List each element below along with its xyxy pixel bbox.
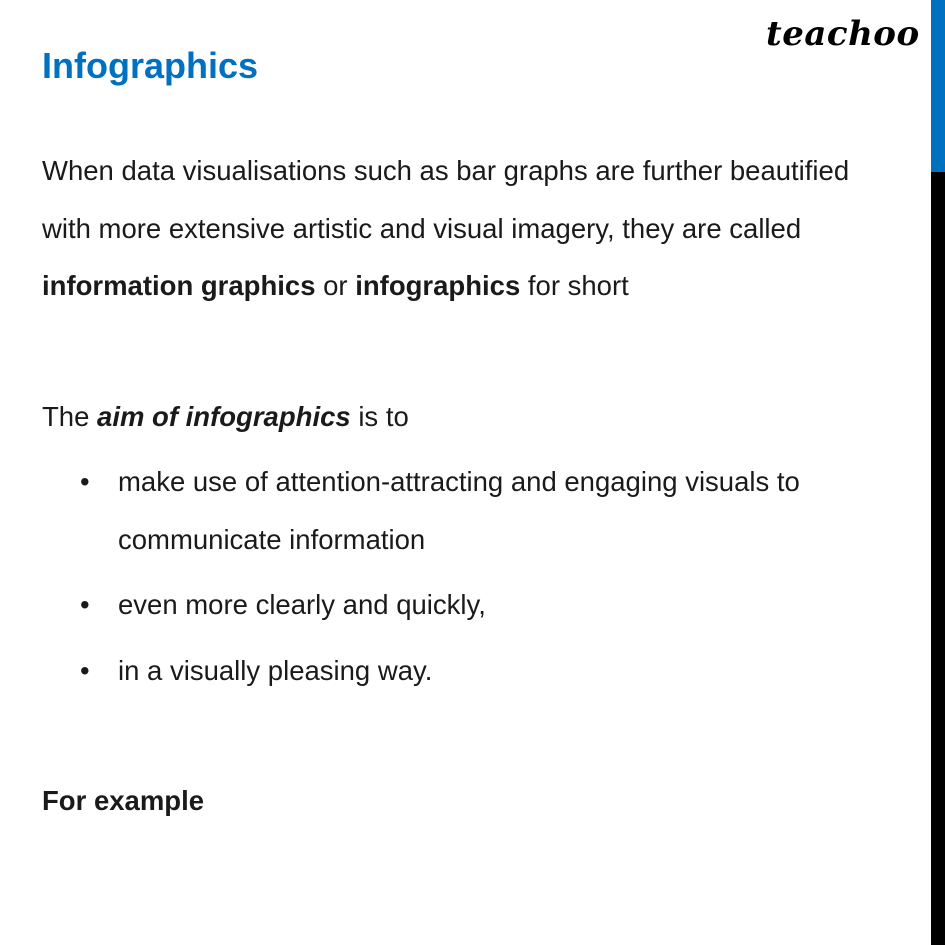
bullet-dot-icon: • xyxy=(80,654,90,686)
definition-line-2: with more extensive artistic and visual imagery, they are called xyxy=(42,212,802,244)
connector-text: or xyxy=(323,270,348,301)
term-infographics: infographics xyxy=(355,270,521,301)
aim-prefix: The xyxy=(42,401,90,432)
suffix-text: for short xyxy=(527,270,629,301)
sidebar-accent xyxy=(931,0,945,172)
teachoo-logo: teachoo xyxy=(766,14,920,54)
definition-line-1: When data visualisations such as bar graphs are further beautified xyxy=(42,155,850,186)
bullet-dot-icon: • xyxy=(80,589,90,620)
aim-paragraph xyxy=(42,388,922,446)
bullet-text-line: make use of attention-attracting and engaging visuals to xyxy=(118,466,800,497)
bullet-item xyxy=(42,576,800,634)
term-information-graphics: information graphics xyxy=(42,270,316,301)
bullet-text-line: communicate information xyxy=(118,523,426,555)
definition-paragraph xyxy=(42,142,922,315)
aim-bullet-list xyxy=(42,453,800,707)
bullet-text-line: in a visually pleasing way. xyxy=(118,654,433,686)
aim-suffix: is to xyxy=(358,401,409,432)
bullet-dot-icon: • xyxy=(80,466,90,497)
for-example-heading: For example xyxy=(42,785,205,816)
slide-title: Infographics xyxy=(42,45,259,86)
bullet-item xyxy=(42,642,800,700)
bullet-text-line: even more clearly and quickly, xyxy=(118,589,486,620)
aim-emphasis: aim of infographics xyxy=(97,401,351,432)
bullet-item xyxy=(42,453,800,568)
definition-line-3 xyxy=(42,257,922,315)
